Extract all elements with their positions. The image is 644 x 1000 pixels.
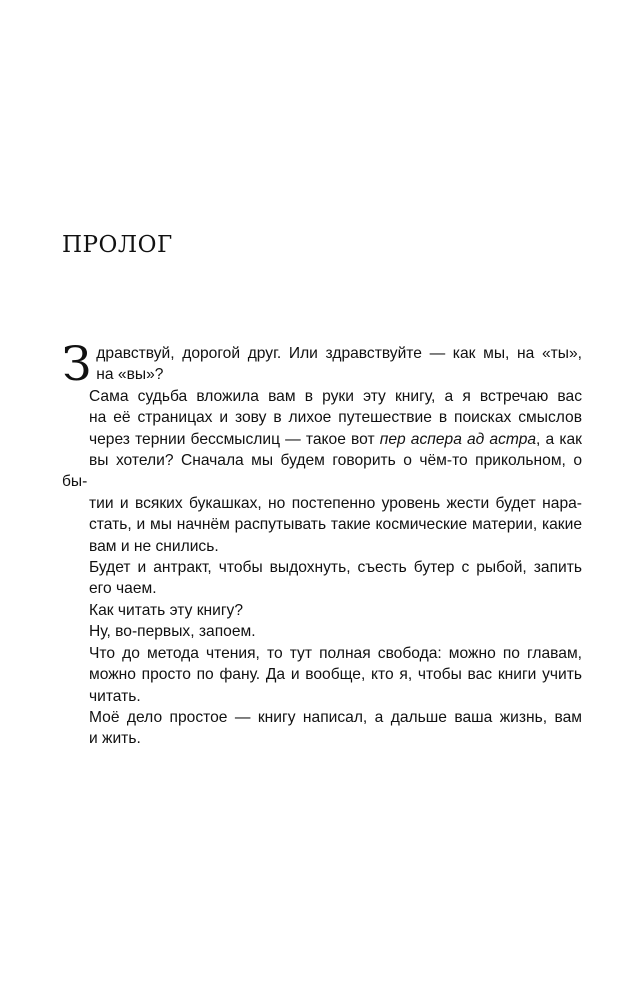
paragraph-6: [62, 643, 582, 707]
paragraph-3: [62, 557, 582, 600]
text-line: дравствуй, дорогой друг. Или здравствуйте — как мы, на «ты»,: [96, 345, 582, 362]
text-line: его чаем.: [89, 580, 157, 598]
chapter-body: [62, 337, 582, 750]
text-line: тии и всяких букашках, но постепенно уровень жести будет нара-: [89, 494, 582, 512]
paragraph-2: [62, 386, 582, 557]
text-line: Сама судьба вложила вам в руки эту книгу, а я встречаю вас: [89, 387, 582, 405]
paragraph-7: [62, 707, 582, 750]
text-line: на её страницах и зову в лихое путешествие в поисках смыслов: [89, 409, 582, 427]
text-line: на «вы»?: [96, 366, 164, 384]
paragraph-4: [62, 600, 582, 621]
text-line-with-italic: [62, 429, 582, 450]
drop-cap: З: [62, 337, 92, 392]
text-line: вам и не снились.: [89, 537, 219, 555]
text-line: Как читать эту книгу?: [89, 601, 244, 619]
text-segment: , а как: [536, 430, 582, 448]
text-line: Моё дело простое — книгу написал, а дальше ваша жизнь, вам: [89, 708, 582, 726]
text-line: читать.: [89, 687, 141, 705]
paragraph-1: [62, 337, 582, 392]
text-line: Будет и антракт, чтобы выдохнуть, съесть бутер с рыбой, запить: [89, 559, 582, 577]
italic-phrase: пер аспера ад астра: [379, 430, 537, 448]
text-line: Ну, во-первых, запоем.: [89, 623, 256, 641]
chapter-title: ПРОЛОГ: [62, 232, 173, 258]
text-line: вы хотели? Сначала мы будем говорить о чём-то прикольном, о бы-: [62, 452, 582, 491]
paragraph-5: [62, 621, 582, 642]
text-segment: через тернии бессмыслиц — такое вот: [89, 430, 380, 448]
text-line: можно просто по фану. Да и вообще, кто я, чтобы вас книги учить: [89, 666, 582, 684]
text-line: и жить.: [89, 730, 141, 748]
text-line: стать, и мы начнём распутывать такие космические материи, какие: [89, 516, 582, 534]
text-line: Что до метода чтения, то тут полная свобода: можно по главам,: [89, 644, 582, 662]
